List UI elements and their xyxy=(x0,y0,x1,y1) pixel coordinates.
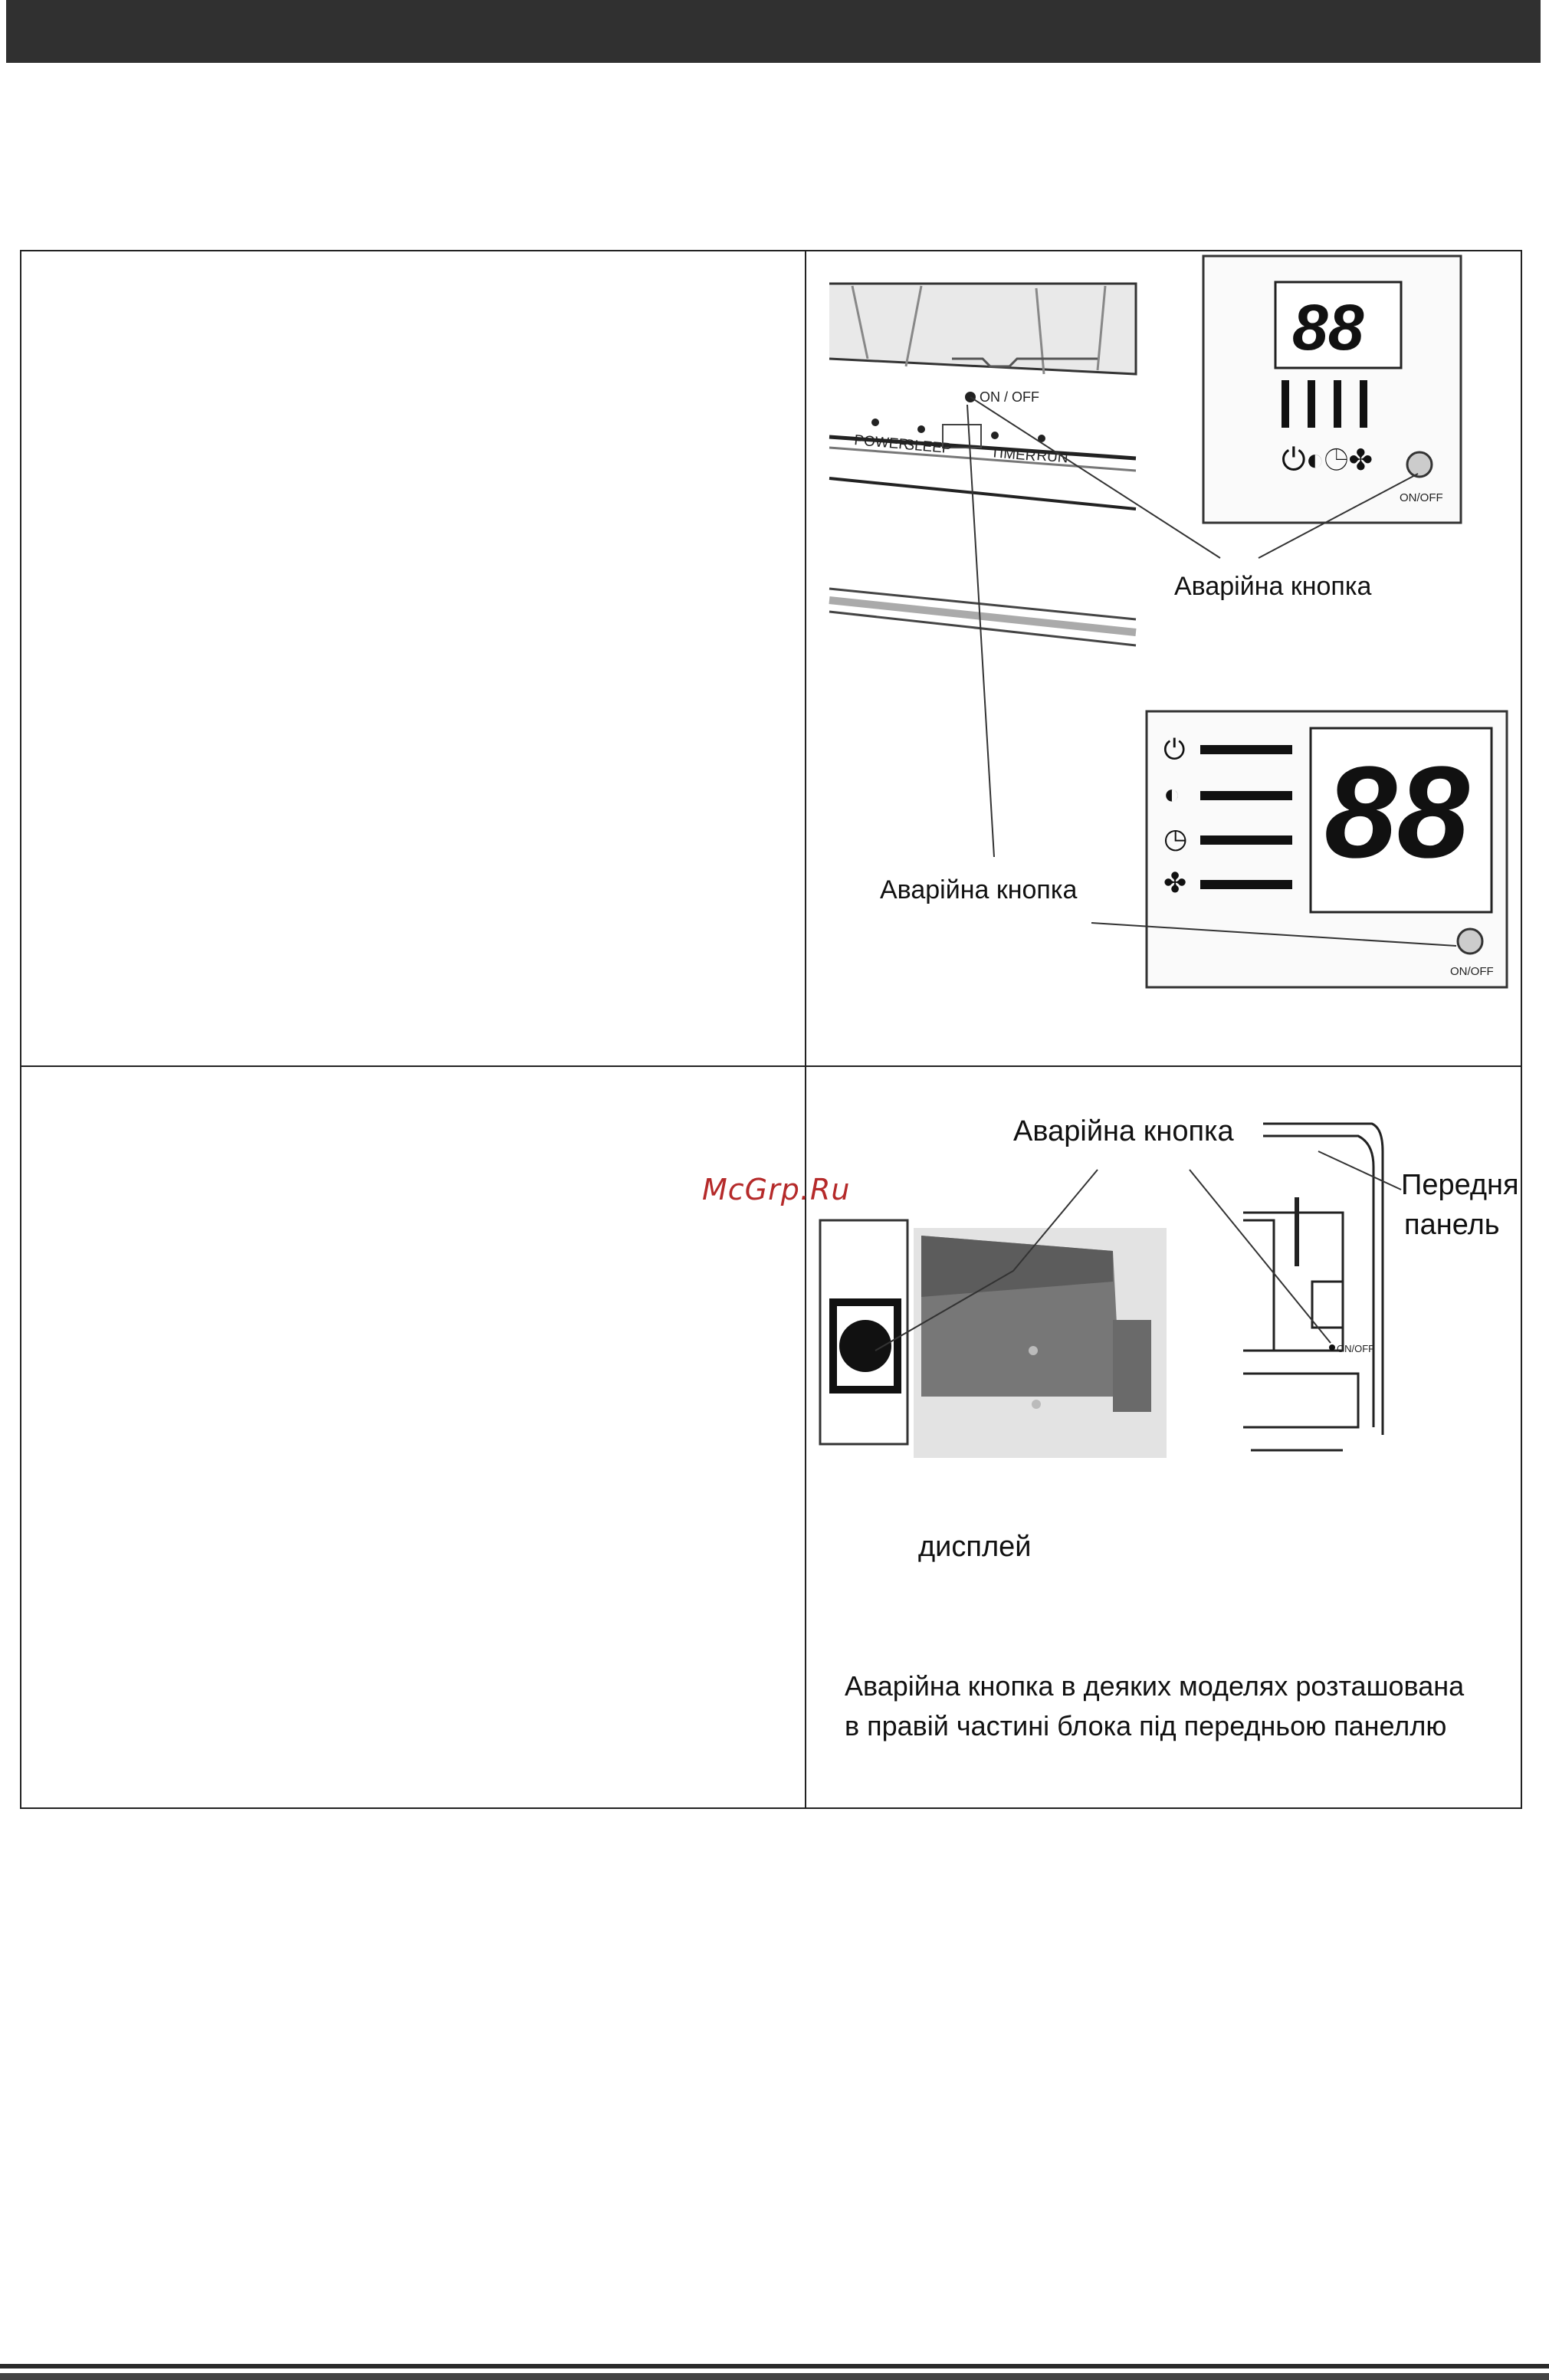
image-cell-2 xyxy=(806,1067,1521,1807)
onoff-button-b[interactable] xyxy=(1458,929,1482,954)
emergency-label-b: Аварійна кнопка xyxy=(880,875,1078,904)
indicator-timer: TIMER xyxy=(989,445,1037,465)
footer-rule xyxy=(0,2364,1549,2369)
emergency-button-illustration-1 xyxy=(806,251,1521,1067)
display-b-onoff-label: ON/OFF xyxy=(1450,965,1494,978)
svg-text:◐: ◐ xyxy=(1163,778,1180,809)
note-line-1: Аварійна кнопка в деяких моделях розташована xyxy=(845,1670,1465,1702)
front-panel-label-2: панель xyxy=(1404,1209,1500,1241)
display-label: дисплей xyxy=(918,1531,1032,1563)
svg-text:◷: ◷ xyxy=(1163,822,1188,854)
svg-text:✤: ✤ xyxy=(1163,867,1187,898)
emergency-label-bottom: Аварійна кнопка xyxy=(1013,1115,1234,1147)
display-b-digits: 88 xyxy=(1324,740,1470,885)
display-a-onoff-label: ON/OFF xyxy=(1400,491,1443,504)
indicator-run: RUN xyxy=(1035,448,1069,467)
note-line-2: в правій частині блока під передньою панеллю xyxy=(845,1710,1447,1742)
svg-text:⏻: ⏻ xyxy=(1163,734,1186,765)
text-cell-2 xyxy=(21,1067,806,1807)
indoor-unit-sketch xyxy=(829,284,1136,645)
instruction-table xyxy=(20,250,1522,1809)
watermark-text: McGrp.Ru xyxy=(702,1173,851,1206)
display-module-photo xyxy=(820,1220,1167,1458)
onoff-label-top: ON / OFF xyxy=(980,389,1039,405)
indicator-power: POWER xyxy=(853,432,910,454)
text-cell-1 xyxy=(21,251,806,1067)
emergency-label-top: Аварійна кнопка xyxy=(1174,572,1372,601)
onoff-button-c[interactable] xyxy=(1329,1344,1335,1351)
front-panel-label-1: Передня xyxy=(1401,1169,1519,1201)
onoff-button-a[interactable] xyxy=(1407,452,1432,477)
onoff-small-label: ON/OFF xyxy=(1337,1343,1375,1354)
display-a-digits: 88 xyxy=(1292,291,1364,363)
header-band xyxy=(6,0,1541,63)
emergency-button-illustration-2 xyxy=(806,1067,1521,1807)
indicator-sleep: SLEEP xyxy=(904,437,953,458)
image-cell-1 xyxy=(806,251,1521,1067)
indoor-unit-side-sketch xyxy=(1243,1124,1383,1450)
mode-icons-a: ⏻◐◷✤ xyxy=(1282,443,1373,477)
footer-rule-thick xyxy=(0,2373,1549,2380)
